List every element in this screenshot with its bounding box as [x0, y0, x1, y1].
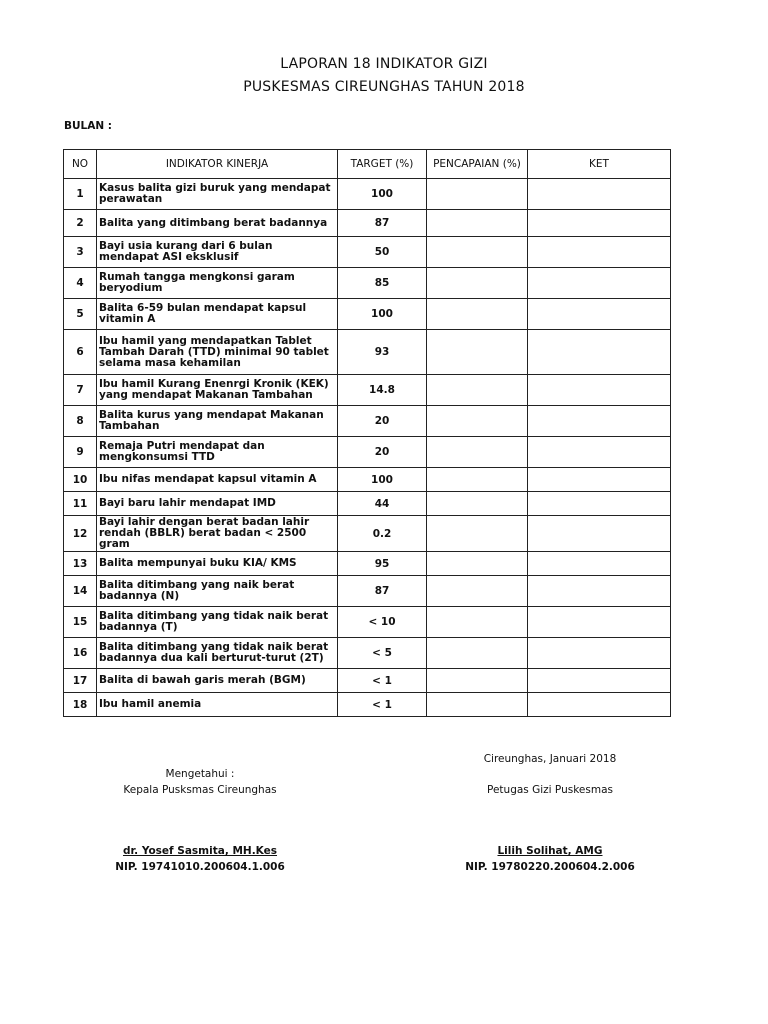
right-signer-title: Petugas Gizi Puskesmas [487, 784, 613, 796]
row-indikator: Ibu hamil Kurang Enenrgi Kronik (KEK) yang mendapat Makanan Tambahan [97, 375, 338, 406]
row-target: < 1 [338, 669, 427, 693]
row-target: < 10 [338, 607, 427, 638]
row-no: 11 [64, 492, 97, 516]
row-pencapaian [427, 669, 528, 693]
row-pencapaian [427, 492, 528, 516]
row-target: < 5 [338, 638, 427, 669]
row-pencapaian [427, 468, 528, 492]
table-row [64, 179, 671, 210]
table-row [64, 693, 671, 717]
left-signer-title: Kepala Pusksmas Cireunghas [123, 784, 277, 796]
row-target: 0.2 [338, 516, 427, 552]
row-pencapaian [427, 375, 528, 406]
table-row [64, 406, 671, 437]
row-ket [528, 607, 671, 638]
row-ket [528, 299, 671, 330]
row-no: 7 [64, 375, 97, 406]
row-target: 20 [338, 406, 427, 437]
row-no: 6 [64, 330, 97, 375]
row-indikator: Balita mempunyai buku KIA/ KMS [97, 552, 338, 576]
row-target: 95 [338, 552, 427, 576]
table-row [64, 210, 671, 237]
row-target: 87 [338, 210, 427, 237]
row-target: 20 [338, 437, 427, 468]
col-header-no: NO [64, 150, 97, 179]
col-header-pencapaian: PENCAPAIAN (%) [427, 150, 528, 179]
row-pencapaian [427, 406, 528, 437]
row-ket [528, 516, 671, 552]
report-title-line2: PUSKESMAS CIREUNGHAS TAHUN 2018 [243, 79, 525, 95]
row-ket [528, 669, 671, 693]
table-row [64, 638, 671, 669]
table-row [64, 607, 671, 638]
row-pencapaian [427, 607, 528, 638]
col-header-indikator: INDIKATOR KINERJA [97, 150, 338, 179]
row-target: 100 [338, 468, 427, 492]
left-signer-name: dr. Yosef Sasmita, MH.Kes [122, 845, 278, 857]
row-indikator: Balita ditimbang yang tidak naik berat badannya (T) [97, 607, 338, 638]
row-target: 93 [338, 330, 427, 375]
row-target: 44 [338, 492, 427, 516]
row-no: 10 [64, 468, 97, 492]
row-indikator: Balita yang ditimbang berat badannya [97, 210, 338, 237]
row-pencapaian [427, 516, 528, 552]
row-indikator: Ibu hamil yang mendapatkan Tablet Tambah Darah (TTD) minimal 90 tablet selama masa kehamilan [97, 330, 338, 375]
row-no: 3 [64, 237, 97, 268]
table-row [64, 516, 671, 552]
row-indikator: Bayi lahir dengan berat badan lahir rendah (BBLR) berat badan < 2500 gram [97, 516, 338, 552]
row-ket [528, 638, 671, 669]
row-indikator: Ibu hamil anemia [97, 693, 338, 717]
place-date: Cireunghas, Januari 2018 [483, 753, 617, 765]
row-indikator: Bayi baru lahir mendapat IMD [97, 492, 338, 516]
row-ket [528, 375, 671, 406]
row-target: 85 [338, 268, 427, 299]
row-no: 8 [64, 406, 97, 437]
table-row [64, 669, 671, 693]
table-body [64, 179, 671, 717]
table-row [64, 299, 671, 330]
row-no: 13 [64, 552, 97, 576]
row-pencapaian [427, 237, 528, 268]
table-row [64, 492, 671, 516]
row-indikator: Balita di bawah garis merah (BGM) [97, 669, 338, 693]
row-pencapaian [427, 179, 528, 210]
row-pencapaian [427, 693, 528, 717]
row-ket [528, 268, 671, 299]
row-target: 14.8 [338, 375, 427, 406]
table-row [64, 552, 671, 576]
row-no: 1 [64, 179, 97, 210]
row-ket [528, 468, 671, 492]
row-no: 9 [64, 437, 97, 468]
col-header-target: TARGET (%) [338, 150, 427, 179]
row-target: < 1 [338, 693, 427, 717]
row-target: 87 [338, 576, 427, 607]
row-target: 100 [338, 179, 427, 210]
row-no: 15 [64, 607, 97, 638]
table-row [64, 437, 671, 468]
row-indikator: Remaja Putri mendapat dan mengkonsumsi TTD [97, 437, 338, 468]
row-pencapaian [427, 268, 528, 299]
row-ket [528, 576, 671, 607]
row-ket [528, 179, 671, 210]
row-ket [528, 492, 671, 516]
row-no: 14 [64, 576, 97, 607]
table-header-row [64, 150, 671, 179]
left-signer-nip: NIP. 19741010.200604.1.006 [115, 861, 285, 873]
table-row [64, 375, 671, 406]
row-no: 2 [64, 210, 97, 237]
row-pencapaian [427, 638, 528, 669]
row-target: 100 [338, 299, 427, 330]
bulan-label: BULAN : [64, 120, 112, 132]
table-row [64, 330, 671, 375]
row-ket [528, 693, 671, 717]
row-target: 50 [338, 237, 427, 268]
table-row [64, 268, 671, 299]
col-header-ket: KET [528, 150, 671, 179]
table-row [64, 576, 671, 607]
row-indikator: Bayi usia kurang dari 6 bulan mendapat ASI eksklusif [97, 237, 338, 268]
row-no: 12 [64, 516, 97, 552]
row-no: 17 [64, 669, 97, 693]
row-no: 18 [64, 693, 97, 717]
row-ket [528, 210, 671, 237]
indicator-table [63, 149, 671, 717]
right-signer-nip: NIP. 19780220.200604.2.006 [465, 861, 635, 873]
row-no: 16 [64, 638, 97, 669]
row-pencapaian [427, 552, 528, 576]
row-indikator: Balita ditimbang yang tidak naik berat badannya dua kali berturut-turut (2T) [97, 638, 338, 669]
left-signer-line1: Mengetahui : [165, 768, 235, 780]
row-no: 4 [64, 268, 97, 299]
table-row [64, 237, 671, 268]
table-row [64, 468, 671, 492]
row-indikator: Rumah tangga mengkonsi garam beryodium [97, 268, 338, 299]
row-indikator: Balita kurus yang mendapat Makanan Tambahan [97, 406, 338, 437]
report-title-line1: LAPORAN 18 INDIKATOR GIZI [280, 56, 488, 72]
row-pencapaian [427, 299, 528, 330]
row-ket [528, 406, 671, 437]
row-ket [528, 437, 671, 468]
row-indikator: Kasus balita gizi buruk yang mendapat perawatan [97, 179, 338, 210]
row-ket [528, 330, 671, 375]
row-indikator: Balita ditimbang yang naik berat badannya (N) [97, 576, 338, 607]
row-ket [528, 552, 671, 576]
row-pencapaian [427, 437, 528, 468]
right-signer-name: Lilih Solihat, AMG [497, 845, 603, 857]
row-pencapaian [427, 210, 528, 237]
row-indikator: Balita 6-59 bulan mendapat kapsul vitamin A [97, 299, 338, 330]
row-ket [528, 237, 671, 268]
row-indikator: Ibu nifas mendapat kapsul vitamin A [97, 468, 338, 492]
row-pencapaian [427, 576, 528, 607]
row-no: 5 [64, 299, 97, 330]
row-pencapaian [427, 330, 528, 375]
